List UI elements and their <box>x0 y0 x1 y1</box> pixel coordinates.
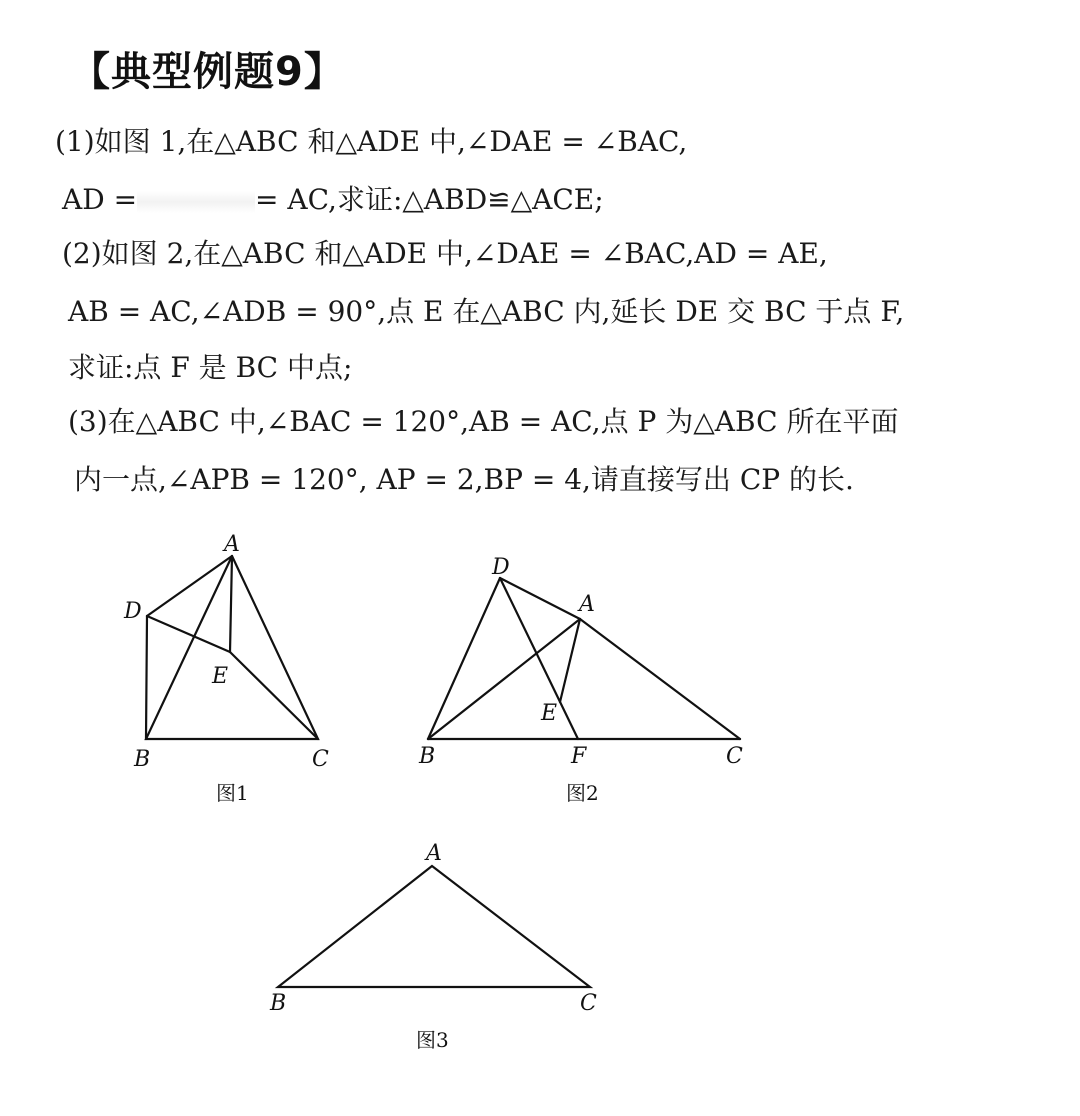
fig2-label-e: E <box>541 701 558 726</box>
part2-line2: AB = AC,∠ADB = 90°,点 E 在△ABC 内,延长 DE 交 BC 于点 F, <box>68 295 905 328</box>
fig3-caption: 图3 <box>416 1028 449 1052</box>
fig2-label-b: B <box>419 744 436 769</box>
fig2-label-f: F <box>571 744 587 769</box>
fig3-label-c: C <box>580 991 597 1016</box>
fig1-label-c: C <box>312 747 329 772</box>
part1-line2-start: AD = <box>62 183 138 216</box>
figure-1-lines <box>146 556 318 739</box>
fig1-caption: 图1 <box>216 781 249 805</box>
part2-line1: (2)如图 2,在△ABC 和△ADE 中,∠DAE = ∠BAC,AD = AE, <box>62 237 828 270</box>
part2-line3: 求证:点 F 是 BC 中点; <box>68 351 353 384</box>
fig2-label-d: D <box>492 555 510 580</box>
fig2-caption: 图2 <box>566 781 599 805</box>
part1-line1: (1)如图 1,在△ABC 和△ADE 中,∠DAE = ∠BAC, <box>55 125 688 158</box>
fig3-label-b: B <box>270 991 287 1016</box>
fig1-label-d: D <box>124 599 142 624</box>
fig2-label-a: A <box>579 592 595 617</box>
fig3-label-a: A <box>426 841 442 866</box>
part3-line2: 内一点,∠APB = 120°, AP = 2,BP = 4,请直接写出 CP 的长. <box>74 463 854 496</box>
fig1-label-a: A <box>224 532 240 557</box>
problem-title: 【典型例题9】 <box>70 49 345 95</box>
fig1-label-e: E <box>212 664 229 689</box>
part3-line1: (3)在△ABC 中,∠BAC = 120°,AB = AC,点 P 为△ABC 所在平面 <box>68 405 899 438</box>
part1-line2-end: = AC,求证:△ABD≌△ACE; <box>255 183 604 216</box>
fig2-label-c: C <box>726 744 743 769</box>
fig1-label-b: B <box>134 747 151 772</box>
figure-3-lines <box>278 866 590 987</box>
